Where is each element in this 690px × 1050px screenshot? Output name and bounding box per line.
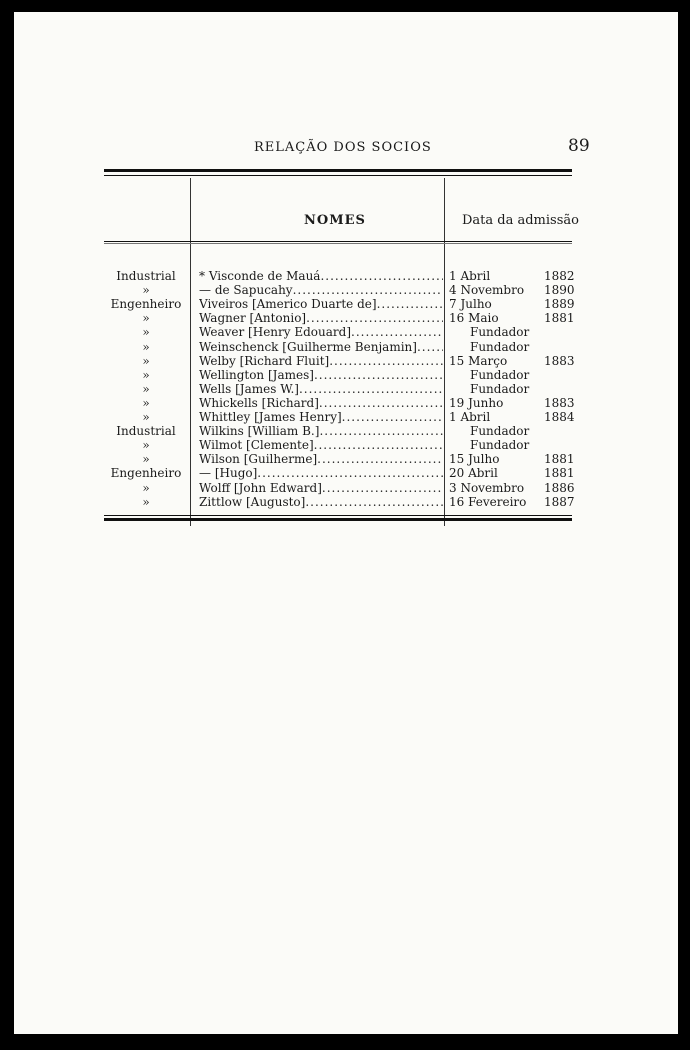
member-name: Whickells [Richard] — [199, 395, 319, 410]
admission-date-cell: 15 Julho — [449, 452, 500, 467]
name-cell — [199, 396, 443, 410]
admission-date-cell: Fundador — [470, 325, 530, 340]
leader-dots — [417, 340, 443, 354]
admission-date-cell: 1 Abril — [449, 410, 491, 424]
name-cell — [199, 283, 443, 297]
member-name: * Visconde de Mauá — [199, 269, 321, 283]
admission-date-cell: 4 Novembro — [449, 283, 525, 298]
table-row — [14, 297, 678, 311]
member-name: Wellington [James] — [199, 367, 314, 382]
category-cell: » — [142, 480, 150, 495]
table-row — [14, 269, 678, 283]
admission-date-cell: Fundador — [470, 339, 530, 354]
admission-year-cell: 1881 — [544, 466, 575, 481]
member-name: — de Sapucahy — [199, 283, 293, 298]
member-name: Wilkins [William B.] — [199, 424, 320, 439]
table-row — [14, 424, 678, 438]
admission-year-cell: 1881 — [544, 452, 575, 467]
admission-date-cell: 1 Abril — [449, 269, 491, 283]
table-row — [14, 325, 678, 339]
table-row — [14, 396, 678, 410]
name-cell — [199, 466, 443, 480]
admission-date-cell: 7 Julho — [449, 297, 492, 312]
member-name: Whittley [James Henry] — [199, 410, 342, 424]
category-cell: » — [142, 438, 150, 453]
running-header: RELAÇÃO DOS SOCIOS — [254, 140, 432, 155]
member-name: Welby [Richard Fluit] — [199, 353, 330, 368]
name-cell — [199, 325, 443, 339]
name-cell — [199, 481, 443, 495]
leader-dots — [299, 382, 443, 396]
category-cell: Engenheiro — [110, 466, 182, 481]
admission-date-cell: Fundador — [470, 367, 530, 382]
member-name: Weaver [Henry Edouard] — [199, 325, 351, 340]
admission-date-cell: 16 Maio — [449, 311, 499, 326]
admission-year-cell: 1881 — [544, 311, 575, 326]
category-cell: » — [142, 367, 150, 382]
leader-dots — [317, 452, 443, 466]
table-row — [14, 368, 678, 382]
table-row — [14, 452, 678, 466]
admission-date-cell: 19 Junho — [449, 395, 504, 410]
column-header-nomes: NOMES — [304, 213, 366, 228]
member-name: Wolff [John Edward] — [199, 480, 322, 495]
name-cell — [199, 297, 443, 311]
category-cell: Engenheiro — [110, 297, 182, 312]
table-row — [14, 438, 678, 452]
admission-date-cell: Fundador — [470, 438, 530, 453]
admission-date-cell: Fundador — [470, 381, 530, 396]
category-cell: » — [142, 452, 150, 467]
header-rule — [104, 241, 572, 242]
category-cell: Industrial — [116, 424, 176, 439]
page-number: 89 — [568, 136, 590, 156]
name-cell — [199, 424, 443, 438]
name-cell — [199, 438, 443, 452]
category-cell: » — [142, 311, 150, 326]
member-name: Wells [James W.] — [199, 381, 299, 396]
name-cell — [199, 452, 443, 466]
member-name: Wilmot [Clemente] — [199, 438, 314, 453]
category-cell: » — [142, 395, 150, 410]
header-rule-2 — [104, 243, 572, 244]
category-cell: » — [142, 339, 150, 354]
name-cell — [199, 269, 443, 283]
top-rule-thick — [104, 169, 572, 172]
bottom-rule-thin — [104, 515, 572, 516]
admission-year-cell: 1883 — [544, 395, 575, 410]
leader-dots — [293, 283, 443, 297]
member-name: Wilson [Guilherme] — [199, 452, 318, 467]
leader-dots — [305, 495, 443, 509]
leader-dots — [314, 438, 443, 452]
leader-dots — [257, 466, 443, 480]
leader-dots — [322, 481, 443, 495]
leader-dots — [377, 297, 443, 311]
member-name: Zittlow [Augusto] — [199, 494, 306, 509]
name-cell — [199, 410, 443, 424]
page — [14, 12, 678, 1034]
admission-year-cell: 1884 — [544, 410, 575, 424]
category-cell: » — [142, 494, 150, 509]
leader-dots — [342, 410, 443, 424]
admission-year-cell: 1887 — [544, 494, 575, 509]
member-name: Viveiros [Americo Duarte de] — [199, 297, 377, 312]
member-name: Wagner [Antonio] — [199, 311, 307, 326]
leader-dots — [351, 325, 443, 339]
name-cell — [199, 311, 443, 325]
table-row — [14, 382, 678, 396]
admission-year-cell: 1882 — [544, 269, 575, 283]
table-row — [14, 340, 678, 354]
name-cell — [199, 368, 443, 382]
category-cell: » — [142, 353, 150, 368]
category-cell: » — [142, 381, 150, 396]
top-rule-thin — [104, 175, 572, 176]
member-name: — [Hugo] — [199, 466, 258, 481]
category-cell: » — [142, 283, 150, 298]
name-cell — [199, 382, 443, 396]
leader-dots — [319, 424, 443, 438]
leader-dots — [329, 354, 443, 368]
admission-date-cell: 15 Março — [449, 353, 508, 368]
table-row — [14, 311, 678, 325]
leader-dots — [306, 311, 443, 325]
admission-year-cell: 1889 — [544, 297, 575, 312]
category-cell: Industrial — [116, 269, 176, 283]
table-row — [14, 466, 678, 480]
table-row — [14, 283, 678, 297]
leader-dots — [320, 269, 443, 283]
admission-year-cell: 1886 — [544, 480, 575, 495]
admission-date-cell: 20 Abril — [449, 466, 498, 481]
name-cell — [199, 340, 443, 354]
table-row — [14, 354, 678, 368]
category-cell: » — [142, 410, 150, 424]
name-cell — [199, 354, 443, 368]
table-row — [14, 410, 678, 424]
admission-year-cell: 1883 — [544, 353, 575, 368]
admission-date-cell: Fundador — [470, 424, 530, 439]
leader-dots — [319, 396, 443, 410]
bottom-rule-thick — [104, 518, 572, 521]
table-row — [14, 495, 678, 509]
admission-date-cell: 16 Fevereiro — [449, 494, 527, 509]
member-name: Weinschenck [Guilherme Benjamin] — [199, 339, 417, 354]
column-header-data: Data da admissão — [462, 213, 579, 228]
admission-year-cell: 1890 — [544, 283, 575, 298]
leader-dots — [314, 368, 443, 382]
admission-date-cell: 3 Novembro — [449, 480, 525, 495]
table-row — [14, 481, 678, 495]
category-cell: » — [142, 325, 150, 340]
name-cell — [199, 495, 443, 509]
